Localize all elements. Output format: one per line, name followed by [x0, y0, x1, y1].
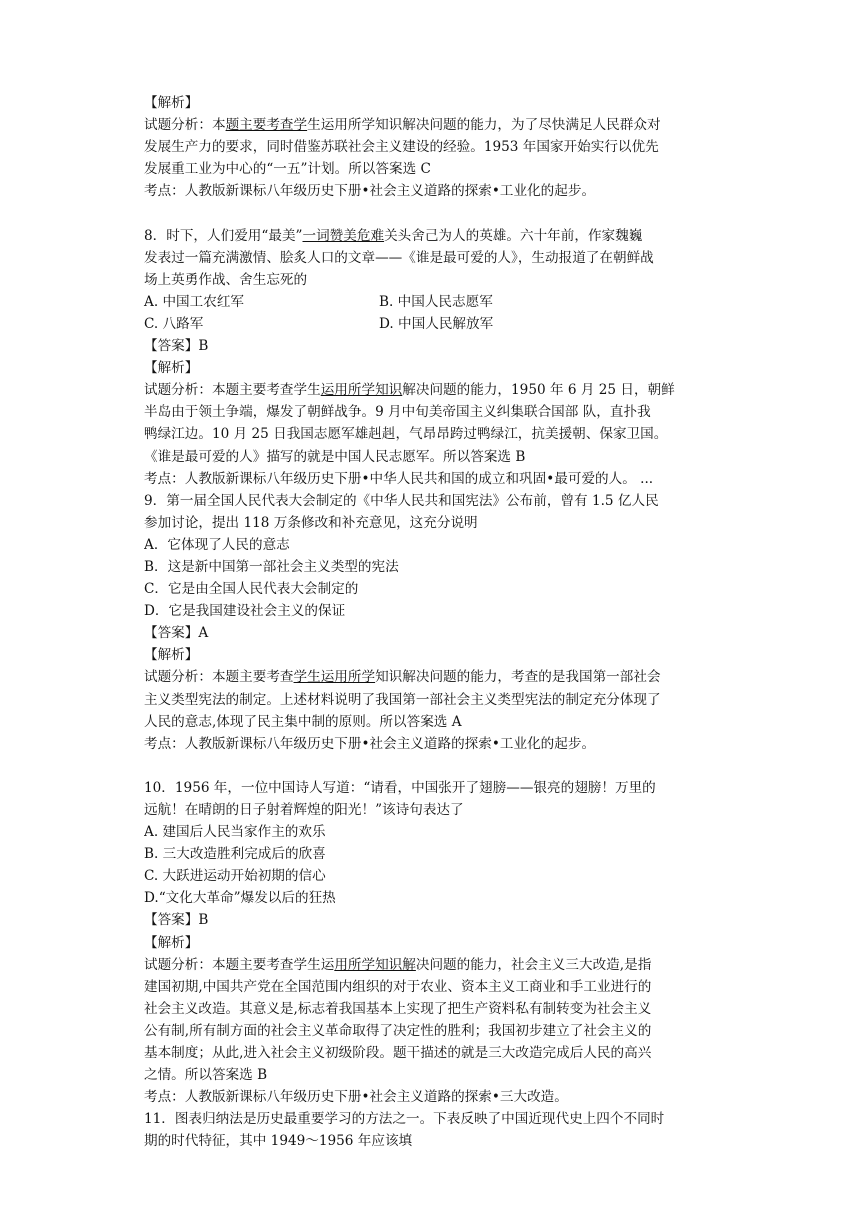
q8-option-c: C. 八路军: [144, 315, 204, 332]
text-segment: 期的时代特征，其中 1949～1956 年应该填: [144, 1133, 413, 1150]
text-line: [144, 1020, 724, 1042]
q10-option-d: D.“文化大革命”爆发以后的狂热: [144, 890, 336, 907]
text-segment: 10．1956 年，一位中国诗人写道：“请看，中国张开了翅膀——银亮的翅膀！万里的: [144, 779, 656, 796]
spacer: [144, 202, 724, 224]
q8-options-row-1: [144, 291, 724, 313]
text-line: [144, 689, 724, 711]
q10-kaodian: 考点：人教版新课标八年级历史下册•社会主义道路的探索•三大改造。: [144, 1089, 568, 1106]
text-segment: 解决问题的能力，1950 年 6 月 25 日，朝鲜: [402, 382, 675, 399]
text-segment: 8．时下，人们爱用“最美”: [144, 227, 303, 244]
q10-option-a: A. 建国后人民当家作主的欢乐: [144, 824, 326, 841]
q10-stem: [144, 777, 724, 821]
q10-answer: 【答案】B: [144, 912, 209, 929]
q9-analysis: [144, 666, 724, 732]
q8-kaodian: 考点：人教版新课标八年级历史下册•中华人民共和国的成立和巩固•最可爱的人。 ...: [144, 470, 654, 487]
text-segment: 半岛由于领土争端，爆发了朝鲜战争。9 月中旬美帝国主义纠集联合国部 队，直扑我: [144, 404, 651, 421]
text-segment: 鸭绿江边。10 月 25 日我国志愿军雄赳赳，气昂昂跨过鸭绿江，抗美援朝、保家卫国。: [144, 426, 668, 443]
text-line: [144, 423, 724, 445]
underlined-segment: 一词赞美危难: [302, 227, 385, 244]
text-line: [144, 976, 724, 998]
text-line: [144, 158, 724, 180]
text-line: [144, 225, 724, 247]
q8-analysis: [144, 379, 724, 467]
text-segment: 试题分析：本: [144, 117, 226, 134]
q8-analysis-heading: 【解析】: [144, 360, 199, 377]
text-segment: 发展重工业为中心的“一五”计划。所以答案选 C: [144, 161, 431, 178]
q8-option-a: A. 中国工农红军: [144, 293, 245, 310]
text-line: [144, 777, 724, 799]
text-segment: 之情。所以答案选 B: [144, 1067, 268, 1084]
text-line: [144, 446, 724, 468]
text-segment: 参加讨论，提出 118 万条修改和补充意见，这充分说明: [144, 514, 478, 531]
text-line: [144, 114, 724, 136]
text-line: [144, 490, 724, 512]
q8-answer: 【答案】B: [144, 338, 209, 355]
text-segment: 试题分析：本题主要考查: [144, 669, 294, 686]
text-segment: 公有制,所有制方面的社会主义革命取得了决定性的胜利；我国初步建立了社会主义的: [144, 1022, 652, 1039]
q10-analysis-heading: 【解析】: [144, 934, 199, 951]
text-segment: 生运用所学知识解决问题的能力，为了尽快满足人民群众对: [307, 117, 661, 134]
q8-options-row-2: [144, 313, 724, 335]
text-line: [144, 998, 724, 1020]
text-line: [144, 1042, 724, 1064]
text-line: [144, 1064, 724, 1086]
q8-option-d: D. 中国人民解放军: [379, 315, 494, 332]
text-segment: 主义类型宪法的制定。上述材料说明了我国第一部社会主义类型宪法的制定充分体现了: [144, 691, 661, 708]
underlined-segment: 运用所学知识: [320, 382, 403, 399]
document-body: [144, 92, 724, 1153]
text-line: [144, 799, 724, 821]
text-segment: 试题分析：本题主要考查学生运: [144, 956, 335, 973]
text-segment: 人民的意志,体现了民主集中制的原则。所以答案选 A: [144, 713, 462, 730]
text-segment: 社会主义改造。其意义是,标志着我国基本上实现了把生产资料私有制转变为社会主义: [144, 1000, 652, 1017]
underlined-segment: 用所学知识解: [334, 956, 416, 973]
q9-stem: [144, 490, 724, 534]
text-segment: 场上英勇作战、舍生忘死的: [144, 271, 308, 288]
text-line: [144, 401, 724, 423]
q10-option-c: C. 大跃进运动开始初期的信心: [144, 868, 326, 885]
text-line: [144, 1108, 724, 1130]
q7-kaodian: 考点：人教版新课标八年级历史下册•社会主义道路的探索•工业化的起步。: [144, 183, 596, 200]
underlined-segment: 学生运用所学: [293, 669, 376, 686]
text-segment: 9．第一届全国人民代表大会制定的《中华人民共和国宪法》公布前，曾有 1.5 亿人民: [144, 492, 659, 509]
text-line: [144, 269, 724, 291]
q9-kaodian: 考点：人教版新课标八年级历史下册•社会主义道路的探索•工业化的起步。: [144, 735, 596, 752]
q7-analysis-heading: 【解析】: [144, 95, 199, 111]
q11-stem: [144, 1108, 724, 1152]
text-line: [144, 711, 724, 733]
text-segment: 试题分析：本题主要考查学生: [144, 382, 321, 399]
text-segment: 发展生产力的要求，同时借鉴苏联社会主义建设的经验。1953 年国家开始实行以优先: [144, 139, 659, 156]
text-line: [144, 379, 724, 401]
text-line: [144, 954, 724, 976]
text-segment: 建国初期,中国共产党在全国范围内组织的对于农业、资本主义工商业和手工业进行的: [144, 978, 652, 995]
text-segment: 知识解决问题的能力，考查的是我国第一部社会: [375, 669, 661, 686]
q9-answer: 【答案】A: [144, 625, 209, 642]
text-segment: 远航！在晴朗的日子射着辉煌的阳光！”该诗句表达了: [144, 802, 464, 818]
text-line: [144, 247, 724, 269]
q9-analysis-heading: 【解析】: [144, 647, 199, 664]
spacer: [144, 755, 724, 777]
text-segment: 基本制度；从此,进入社会主义初级阶段。题干描述的就是三大改造完成后人民的高兴: [144, 1045, 652, 1062]
q9-option-b: B．这是新中国第一部社会主义类型的宪法: [144, 558, 399, 575]
text-line: [144, 666, 724, 688]
text-line: [144, 512, 724, 534]
q7-analysis: [144, 114, 724, 180]
underlined-segment: 题主要考查学: [225, 117, 308, 134]
text-line: [144, 1130, 724, 1152]
q9-option-a: A．它体现了人民的意志: [144, 536, 290, 553]
q10-option-b: B. 三大改造胜利完成后的欣喜: [144, 846, 326, 863]
text-segment: 发表过一篇充满激情、脍炙人口的文章——《谁是最可爱的人》，生动报道了在朝鲜战: [144, 249, 654, 266]
q8-option-b: B. 中国人民志愿军: [379, 293, 493, 310]
q8-stem: [144, 225, 724, 291]
text-segment: 《谁是最可爱的人》描写的就是中国人民志愿军。所以答案选 B: [144, 448, 526, 465]
text-segment: 11．图表归纳法是历史最重要学习的方法之一。下表反映了中国近现代史上四个不同时: [144, 1111, 665, 1128]
text-segment: 决问题的能力，社会主义三大改造,是指: [415, 956, 652, 973]
q10-analysis: [144, 954, 724, 1087]
text-segment: 关头舍己为人的英雄。六十年前，作家魏巍: [384, 227, 643, 244]
text-line: [144, 136, 724, 158]
q9-option-d: D．它是我国建设社会主义的保证: [144, 603, 346, 620]
q9-option-c: C．它是由全国人民代表大会制定的: [144, 581, 359, 598]
